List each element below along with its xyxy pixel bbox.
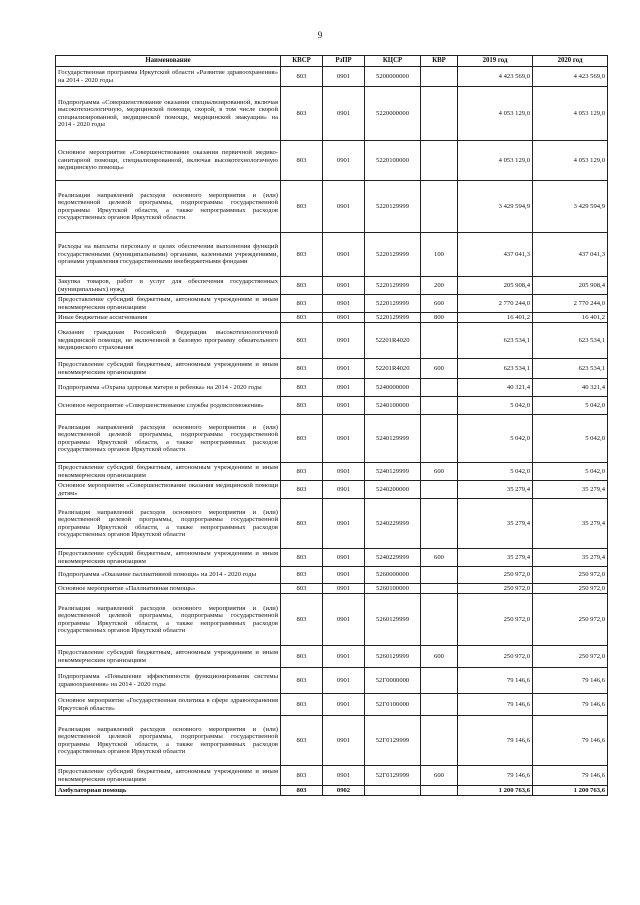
cell-2020: 79 146,6 bbox=[533, 668, 608, 694]
cell-rzpr: 0901 bbox=[323, 668, 365, 694]
table-row bbox=[56, 277, 608, 295]
cell-rzpr: 0901 bbox=[323, 67, 365, 87]
cell-kvr: 600 bbox=[421, 295, 458, 313]
cell-kvsr: 803 bbox=[281, 668, 323, 694]
cell-2020: 1 200 763,6 bbox=[533, 786, 608, 796]
cell-kvsr: 803 bbox=[281, 766, 323, 786]
cell-rzpr: 0901 bbox=[323, 233, 365, 277]
table-row bbox=[56, 359, 608, 379]
cell-kcsr: 5220129999 bbox=[365, 181, 421, 233]
cell-rzpr: 0901 bbox=[323, 379, 365, 397]
header-2019: 2019 год bbox=[458, 56, 533, 67]
cell-rzpr: 0901 bbox=[323, 646, 365, 668]
table-row bbox=[56, 716, 608, 766]
cell-kvsr: 803 bbox=[281, 313, 323, 323]
cell-2019: 35 279,4 bbox=[458, 481, 533, 499]
cell-kcsr: 52201R4020 bbox=[365, 323, 421, 359]
cell-name: Основное мероприятие «Паллиативная помощь» bbox=[56, 584, 281, 594]
table-row bbox=[56, 594, 608, 646]
cell-kvsr: 803 bbox=[281, 646, 323, 668]
cell-rzpr: 0901 bbox=[323, 716, 365, 766]
cell-2020: 5 042,0 bbox=[533, 415, 608, 463]
cell-2020: 623 534,1 bbox=[533, 359, 608, 379]
cell-2019: 79 146,6 bbox=[458, 694, 533, 716]
cell-name: Основное мероприятие «Совершенствование службы родовспоможения» bbox=[56, 397, 281, 415]
table-row bbox=[56, 766, 608, 786]
table-row bbox=[56, 323, 608, 359]
cell-2019: 5 042,0 bbox=[458, 463, 533, 481]
cell-kvsr: 803 bbox=[281, 549, 323, 567]
table-row bbox=[56, 549, 608, 567]
cell-kvsr: 803 bbox=[281, 584, 323, 594]
cell-2020: 16 401,2 bbox=[533, 313, 608, 323]
cell-kcsr: 5240200000 bbox=[365, 481, 421, 499]
cell-name: Реализация направлений расходов основного мероприятия и (или) ведомственной целевой программы, подпрограммы государственной программы Иркутской области, а также непрограммных расходов государственных органов Иркутской области bbox=[56, 499, 281, 549]
cell-name: Основное мероприятие «Совершенствование оказания медицинской помощи детям» bbox=[56, 481, 281, 499]
cell-kvsr: 803 bbox=[281, 415, 323, 463]
cell-kvr: 200 bbox=[421, 277, 458, 295]
cell-kcsr: 5220100000 bbox=[365, 141, 421, 181]
cell-kcsr: 5220000000 bbox=[365, 87, 421, 141]
cell-2020: 35 279,4 bbox=[533, 481, 608, 499]
cell-2019: 250 972,0 bbox=[458, 646, 533, 668]
cell-name: Подпрограмма «Оказание паллиативной помощи» на 2014 - 2020 годы bbox=[56, 567, 281, 584]
cell-kvr bbox=[421, 379, 458, 397]
cell-kvr bbox=[421, 141, 458, 181]
cell-kcsr: 5220129999 bbox=[365, 313, 421, 323]
cell-2019: 40 321,4 bbox=[458, 379, 533, 397]
cell-rzpr: 0901 bbox=[323, 549, 365, 567]
cell-kcsr: 5240229999 bbox=[365, 549, 421, 567]
cell-rzpr: 0901 bbox=[323, 323, 365, 359]
cell-kcsr: 5260000000 bbox=[365, 567, 421, 584]
cell-rzpr: 0902 bbox=[323, 786, 365, 796]
cell-name: Предоставление субсидий бюджетным, автономным учреждениям и иным некоммерческим организациям bbox=[56, 463, 281, 481]
header-name: Наименование bbox=[56, 56, 281, 67]
cell-kvr bbox=[421, 594, 458, 646]
cell-kvr: 600 bbox=[421, 646, 458, 668]
cell-2020: 4 423 569,0 bbox=[533, 67, 608, 87]
cell-2020: 250 972,0 bbox=[533, 594, 608, 646]
cell-2019: 250 972,0 bbox=[458, 567, 533, 584]
table-body bbox=[56, 67, 608, 796]
cell-kcsr: 5240229999 bbox=[365, 499, 421, 549]
cell-2019: 4 053 129,0 bbox=[458, 87, 533, 141]
table-row bbox=[56, 646, 608, 668]
table-row bbox=[56, 499, 608, 549]
cell-kcsr: 52201R4020 bbox=[365, 359, 421, 379]
table-row bbox=[56, 463, 608, 481]
cell-2020: 250 972,0 bbox=[533, 584, 608, 594]
cell-kvsr: 803 bbox=[281, 277, 323, 295]
cell-kvr bbox=[421, 67, 458, 87]
header-2020: 2020 год bbox=[533, 56, 608, 67]
cell-2020: 437 041,3 bbox=[533, 233, 608, 277]
cell-2020: 79 146,6 bbox=[533, 694, 608, 716]
table-row bbox=[56, 295, 608, 313]
cell-name: Реализация направлений расходов основного мероприятия и (или) ведомственной целевой программы, подпрограммы государственной программы Иркутской области, а также непрограммных расходов государственных органов Иркутской области bbox=[56, 716, 281, 766]
cell-name: Реализация направлений расходов основного мероприятия и (или) ведомственной целевой программы, подпрограммы государственной программы Иркутской области, а также непрограммных расходов государственных органов Иркутской области bbox=[56, 415, 281, 463]
cell-rzpr: 0901 bbox=[323, 594, 365, 646]
table-row bbox=[56, 141, 608, 181]
cell-2019: 79 146,6 bbox=[458, 716, 533, 766]
cell-2020: 250 972,0 bbox=[533, 567, 608, 584]
table-header-row bbox=[56, 56, 608, 67]
cell-rzpr: 0901 bbox=[323, 499, 365, 549]
cell-rzpr: 0901 bbox=[323, 295, 365, 313]
cell-name: Подпрограмма «Совершенствование оказания специализированной, включая высокотехнологичную, медицинской помощи, скорой, в том числе скорой специализированной, медицинской помощи, медицинской эвакуации» на 2014 - 2020 годы bbox=[56, 87, 281, 141]
cell-rzpr: 0901 bbox=[323, 766, 365, 786]
table-row bbox=[56, 668, 608, 694]
cell-kcsr: 5220129999 bbox=[365, 277, 421, 295]
cell-2020: 35 279,4 bbox=[533, 549, 608, 567]
cell-kvr: 600 bbox=[421, 766, 458, 786]
cell-kcsr: 5200000000 bbox=[365, 67, 421, 87]
table-row bbox=[56, 786, 608, 796]
cell-2019: 250 972,0 bbox=[458, 584, 533, 594]
cell-name: Подпрограмма «Охрана здоровья матери и ребенка» на 2014 - 2020 годы bbox=[56, 379, 281, 397]
budget-table bbox=[55, 55, 608, 796]
cell-name: Предоставление субсидий бюджетным, автономным учреждениям и иным некоммерческим организациям bbox=[56, 295, 281, 313]
cell-kvr bbox=[421, 694, 458, 716]
cell-kvr bbox=[421, 567, 458, 584]
cell-rzpr: 0901 bbox=[323, 359, 365, 379]
cell-name: Оказание гражданам Российской Федерации высокотехнологичной медицинской помощи, не включенной в базовую программу обязательного медицинского страхования bbox=[56, 323, 281, 359]
cell-kcsr: 5260129999 bbox=[365, 646, 421, 668]
header-kcsr: КЦСР bbox=[365, 56, 421, 67]
cell-kvsr: 803 bbox=[281, 323, 323, 359]
cell-kvsr: 803 bbox=[281, 499, 323, 549]
cell-2019: 79 146,6 bbox=[458, 668, 533, 694]
cell-rzpr: 0901 bbox=[323, 694, 365, 716]
cell-name: Амбулаторная помощь bbox=[56, 786, 281, 796]
table-row bbox=[56, 87, 608, 141]
table-row bbox=[56, 481, 608, 499]
cell-kvsr: 803 bbox=[281, 141, 323, 181]
cell-name: Предоставление субсидий бюджетным, автономным учреждениям и иным некоммерческим организациям bbox=[56, 766, 281, 786]
cell-kcsr: 5240129999 bbox=[365, 463, 421, 481]
cell-kcsr: 52Г0129999 bbox=[365, 766, 421, 786]
header-kvsr: КВСР bbox=[281, 56, 323, 67]
table-row bbox=[56, 694, 608, 716]
cell-2019: 5 042,0 bbox=[458, 397, 533, 415]
cell-kvsr: 803 bbox=[281, 397, 323, 415]
cell-2019: 1 200 763,6 bbox=[458, 786, 533, 796]
page-number: 9 bbox=[317, 30, 323, 40]
cell-kvr bbox=[421, 87, 458, 141]
cell-name: Иные бюджетные ассигнования bbox=[56, 313, 281, 323]
cell-kvr bbox=[421, 716, 458, 766]
cell-kvr bbox=[421, 323, 458, 359]
cell-rzpr: 0901 bbox=[323, 313, 365, 323]
cell-kvsr: 803 bbox=[281, 694, 323, 716]
cell-2019: 5 042,0 bbox=[458, 415, 533, 463]
cell-rzpr: 0901 bbox=[323, 584, 365, 594]
cell-name: Предоставление субсидий бюджетным, автономным учреждениям и иным некоммерческим организациям bbox=[56, 646, 281, 668]
cell-kcsr: 5220129999 bbox=[365, 233, 421, 277]
cell-2019: 437 041,3 bbox=[458, 233, 533, 277]
cell-kcsr: 52Г0000000 bbox=[365, 668, 421, 694]
cell-2020: 5 042,0 bbox=[533, 397, 608, 415]
cell-rzpr: 0901 bbox=[323, 397, 365, 415]
cell-kvr bbox=[421, 499, 458, 549]
cell-name: Подпрограмма «Повышение эффективности функционирования системы здравоохранения» на 2014 - 2020 годы bbox=[56, 668, 281, 694]
cell-kvsr: 803 bbox=[281, 379, 323, 397]
cell-kvsr: 803 bbox=[281, 181, 323, 233]
cell-kvr bbox=[421, 481, 458, 499]
cell-kcsr: 52Г0129999 bbox=[365, 716, 421, 766]
cell-name: Реализация направлений расходов основного мероприятия и (или) ведомственной целевой программы, подпрограммы государственной программы Иркутской области, а также непрограммных расходов государственных органов Иркутской области bbox=[56, 181, 281, 233]
cell-kvr bbox=[421, 668, 458, 694]
cell-kvsr: 803 bbox=[281, 67, 323, 87]
header-rzpr: РзПР bbox=[323, 56, 365, 67]
table-row bbox=[56, 415, 608, 463]
cell-kvsr: 803 bbox=[281, 481, 323, 499]
cell-rzpr: 0901 bbox=[323, 463, 365, 481]
cell-2020: 79 146,6 bbox=[533, 716, 608, 766]
cell-kcsr bbox=[365, 786, 421, 796]
cell-name: Основное мероприятие «Государственная политика в сфере здравоохранения Иркутской области» bbox=[56, 694, 281, 716]
cell-kcsr: 52Г0100000 bbox=[365, 694, 421, 716]
cell-rzpr: 0901 bbox=[323, 567, 365, 584]
cell-2019: 623 534,1 bbox=[458, 323, 533, 359]
cell-2019: 35 279,4 bbox=[458, 549, 533, 567]
cell-2019: 4 053 129,0 bbox=[458, 141, 533, 181]
cell-2020: 4 053 129,0 bbox=[533, 87, 608, 141]
cell-2020: 40 321,4 bbox=[533, 379, 608, 397]
cell-kcsr: 5240100000 bbox=[365, 397, 421, 415]
cell-2020: 205 908,4 bbox=[533, 277, 608, 295]
cell-kvsr: 803 bbox=[281, 716, 323, 766]
cell-2019: 205 908,4 bbox=[458, 277, 533, 295]
cell-2020: 5 042,0 bbox=[533, 463, 608, 481]
cell-rzpr: 0901 bbox=[323, 277, 365, 295]
cell-2019: 35 279,4 bbox=[458, 499, 533, 549]
cell-kvr: 600 bbox=[421, 549, 458, 567]
cell-kcsr: 5260129999 bbox=[365, 594, 421, 646]
cell-name: Государственная программа Иркутской области «Развитие здравоохранения» на 2014 - 2020 годы bbox=[56, 67, 281, 87]
cell-2020: 35 279,4 bbox=[533, 499, 608, 549]
cell-2019: 79 146,6 bbox=[458, 766, 533, 786]
cell-kvsr: 803 bbox=[281, 786, 323, 796]
cell-name: Закупка товаров, работ и услуг для обеспечения государственных (муниципальных) нужд bbox=[56, 277, 281, 295]
cell-kvsr: 803 bbox=[281, 87, 323, 141]
cell-2019: 4 423 569,0 bbox=[458, 67, 533, 87]
cell-kvr: 800 bbox=[421, 313, 458, 323]
cell-kvr bbox=[421, 584, 458, 594]
table-row bbox=[56, 379, 608, 397]
cell-kvsr: 803 bbox=[281, 594, 323, 646]
table-row bbox=[56, 397, 608, 415]
cell-kvsr: 803 bbox=[281, 295, 323, 313]
cell-2019: 250 972,0 bbox=[458, 594, 533, 646]
table-row bbox=[56, 313, 608, 323]
cell-kvr bbox=[421, 181, 458, 233]
table-row bbox=[56, 567, 608, 584]
cell-kvr: 600 bbox=[421, 463, 458, 481]
cell-rzpr: 0901 bbox=[323, 87, 365, 141]
table-row bbox=[56, 67, 608, 87]
header-kvr: КВР bbox=[421, 56, 458, 67]
cell-kvr bbox=[421, 415, 458, 463]
cell-rzpr: 0901 bbox=[323, 181, 365, 233]
cell-kvsr: 803 bbox=[281, 233, 323, 277]
cell-2020: 3 429 594,9 bbox=[533, 181, 608, 233]
cell-kvsr: 803 bbox=[281, 567, 323, 584]
cell-kcsr: 5220129999 bbox=[365, 295, 421, 313]
cell-name: Основное мероприятие «Совершенствование оказания первичной медико-санитарной помощи, специализированной, включая высокотехнологичную медицинскую помощь» bbox=[56, 141, 281, 181]
cell-rzpr: 0901 bbox=[323, 141, 365, 181]
table-row bbox=[56, 181, 608, 233]
cell-kvr bbox=[421, 397, 458, 415]
cell-rzpr: 0901 bbox=[323, 415, 365, 463]
cell-name: Расходы на выплаты персоналу в целях обеспечения выполнения функций государственными (муниципальными) органами, казенными учреждениями, органами управления государственными внебюджетными фондами bbox=[56, 233, 281, 277]
cell-rzpr: 0901 bbox=[323, 481, 365, 499]
cell-2019: 623 534,1 bbox=[458, 359, 533, 379]
cell-2020: 250 972,0 bbox=[533, 646, 608, 668]
table-row bbox=[56, 233, 608, 277]
cell-2019: 16 401,2 bbox=[458, 313, 533, 323]
cell-2020: 2 770 244,0 bbox=[533, 295, 608, 313]
cell-kvr: 100 bbox=[421, 233, 458, 277]
cell-2020: 623 534,1 bbox=[533, 323, 608, 359]
cell-name: Предоставление субсидий бюджетным, автономным учреждениям и иным некоммерческим организациям bbox=[56, 359, 281, 379]
cell-kvsr: 803 bbox=[281, 359, 323, 379]
cell-2019: 2 770 244,0 bbox=[458, 295, 533, 313]
cell-name: Предоставление субсидий бюджетным, автономным учреждениям и иным некоммерческим организациям bbox=[56, 549, 281, 567]
table-row bbox=[56, 584, 608, 594]
cell-kvr bbox=[421, 786, 458, 796]
cell-kvsr: 803 bbox=[281, 463, 323, 481]
cell-kcsr: 5240129999 bbox=[365, 415, 421, 463]
cell-kcsr: 5240000000 bbox=[365, 379, 421, 397]
cell-2020: 4 053 129,0 bbox=[533, 141, 608, 181]
cell-2020: 79 146,6 bbox=[533, 766, 608, 786]
cell-kcsr: 5260100000 bbox=[365, 584, 421, 594]
cell-2019: 3 429 594,9 bbox=[458, 181, 533, 233]
cell-name: Реализация направлений расходов основного мероприятия и (или) ведомственной целевой программы, подпрограммы государственной программы Иркутской области, а также непрограммных расходов государственных органов Иркутской области bbox=[56, 594, 281, 646]
cell-kvr: 600 bbox=[421, 359, 458, 379]
